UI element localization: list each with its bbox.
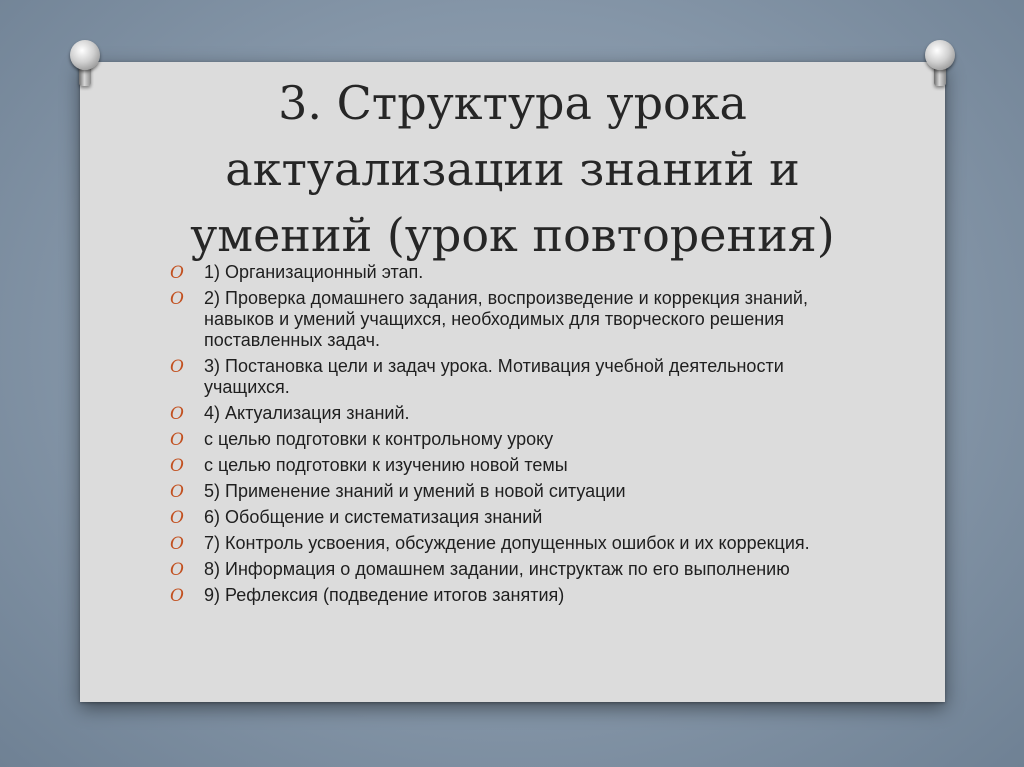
list-item-text: 1) Организационный этап. [204, 262, 424, 282]
list-item-text: с целью подготовки к изучению новой темы [204, 455, 568, 475]
list-item [170, 429, 870, 450]
list-item-text: 4) Актуализация знаний. [204, 403, 410, 423]
list-item [170, 533, 870, 554]
bullet-icon: O [170, 482, 184, 502]
list-item-text: 5) Применение знаний и умений в новой ситуации [204, 481, 626, 501]
list-item [170, 585, 870, 606]
bullet-icon: O [170, 289, 184, 309]
list-item [170, 403, 870, 424]
lesson-structure-list [170, 262, 870, 611]
list-item [170, 559, 870, 580]
list-item-text: 9) Рефлексия (подведение итогов занятия) [204, 585, 565, 605]
bullet-icon: O [170, 404, 184, 424]
list-item-text: 6) Обобщение и систематизация знаний [204, 507, 543, 527]
list-item-text: с целью подготовки к контрольному уроку [204, 429, 554, 449]
list-item [170, 262, 870, 283]
list-item [170, 455, 870, 476]
bullet-icon: O [170, 430, 184, 450]
bullet-icon: O [170, 508, 184, 528]
list-item-text: 3) Постановка цели и задач урока. Мотивация учебной деятельности учащихся. [204, 356, 784, 397]
title-line: 3. Структура урока [278, 76, 747, 130]
bullet-icon: O [170, 357, 184, 377]
bullet-icon: O [170, 586, 184, 606]
title-line: умений (урок повторения) [190, 208, 835, 262]
list-item [170, 481, 870, 502]
slide-title [80, 70, 945, 268]
bullet-icon: O [170, 560, 184, 580]
list-item-text: 7) Контроль усвоения, обсуждение допущенных ошибок и их коррекция. [204, 533, 810, 553]
bullet-icon: O [170, 534, 184, 554]
bullet-icon: O [170, 263, 184, 283]
title-line: актуализации знаний и [225, 142, 800, 196]
list-item [170, 356, 870, 398]
list-item-text: 2) Проверка домашнего задания, воспроизведение и коррекция знаний, навыков и умений учащихся, необходимых для творческого решения поставленных задач. [204, 288, 808, 350]
list-item [170, 507, 870, 528]
list-item [170, 288, 870, 351]
list-item-text: 8) Информация о домашнем задании, инструктаж по его выполнению [204, 559, 790, 579]
bullet-icon: O [170, 456, 184, 476]
